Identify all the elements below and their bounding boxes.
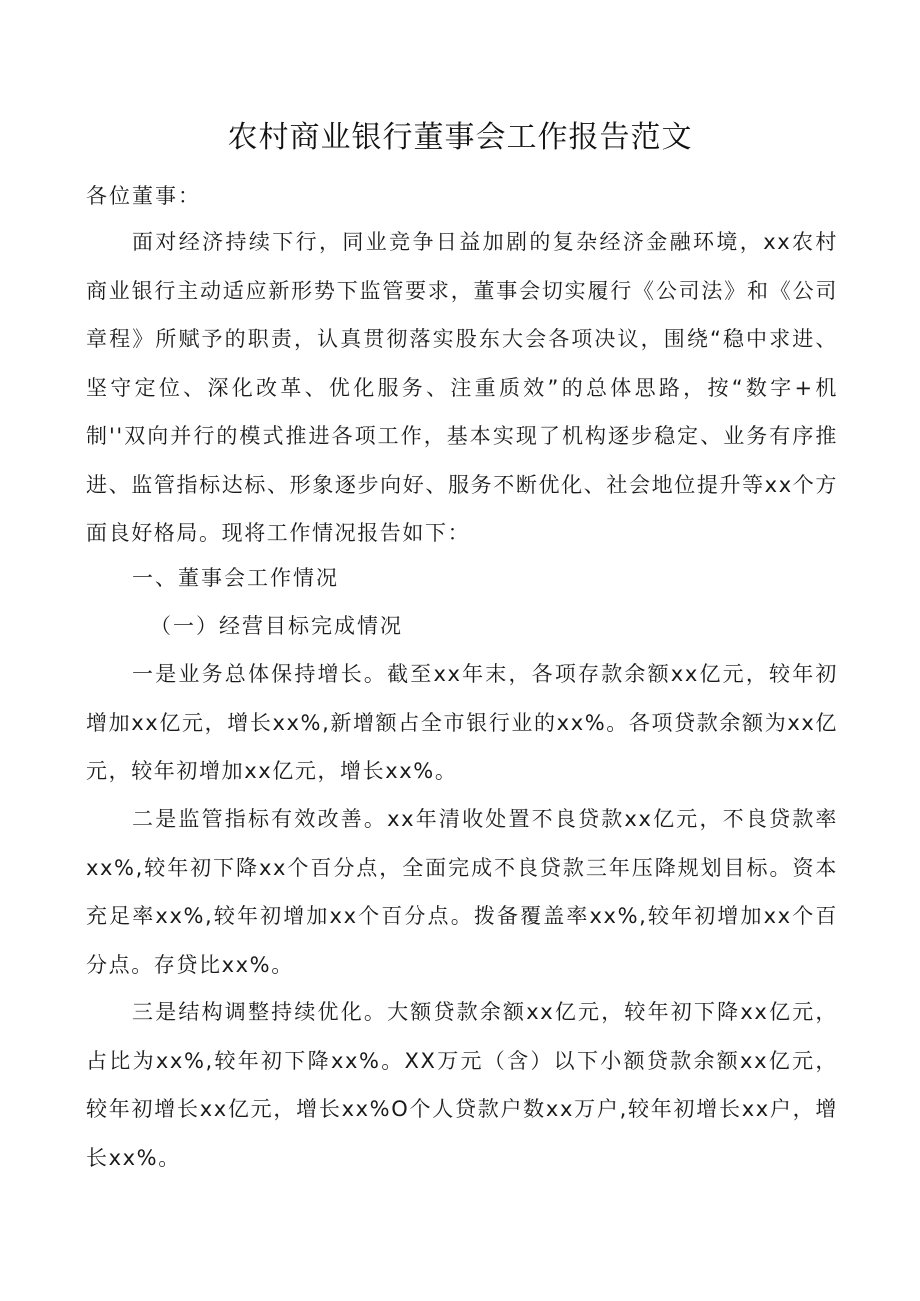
paragraph-business-growth: 一是业务总体保持增长。截至xx年末，各项存款余额xx亿元，较年初增加xx亿元，增长xx%,新增额占全市银行业的xx%。各项贷款余额为xx亿元，较年初增加xx亿元，增长xx%。 [86,662,838,783]
document-title: 农村商业银行董事会工作报告范文 [227,120,693,155]
paragraph-structure-adjustment: 三是结构调整持续优化。大额贷款余额xx亿元，较年初下降xx亿元，占比为xx%,较年初下降xx%。XX万元（含）以下小额贷款余额xx亿元，较年初增长xx亿元，增长xx%O个人贷款户数xx万户,较年初增长xx户，增长xx%。 [86,1000,838,1170]
salutation: 各位董事： [86,184,201,208]
subsection-heading: （一）经营目标完成情况 [150,614,403,638]
intro-paragraph: 面对经济持续下行，同业竞争日益加剧的复杂经济金融环境，xx农村商业银行主动适应新形势下监管要求，董事会切实履行《公司法》和《公司章程》所赋予的职责，认真贯彻落实股东大会各项决议，围绕“稳中求进、坚守定位、深化改革、优化服务、注重质效”的总体思路，按“数字+机制''双向并行的模式推进各项工作，基本实现了机构逐步稳定、业务有序推进、监管指标达标、形象逐步向好、服务不断优化、社会地位提升等xx个方面良好格局。现将工作情况报告如下： [86,230,838,545]
section-heading: 一、董事会工作情况 [132,566,339,590]
paragraph-regulatory-indicators: 二是监管指标有效改善。xx年清收处置不良贷款xx亿元，不良贷款率xx%,较年初下降xx个百分点，全面完成不良贷款三年压降规划目标。资本充足率xx%,较年初增加xx个百分点。拨备覆盖率xx%,较年初增加xx个百分点。存贷比xx%。 [86,807,838,977]
